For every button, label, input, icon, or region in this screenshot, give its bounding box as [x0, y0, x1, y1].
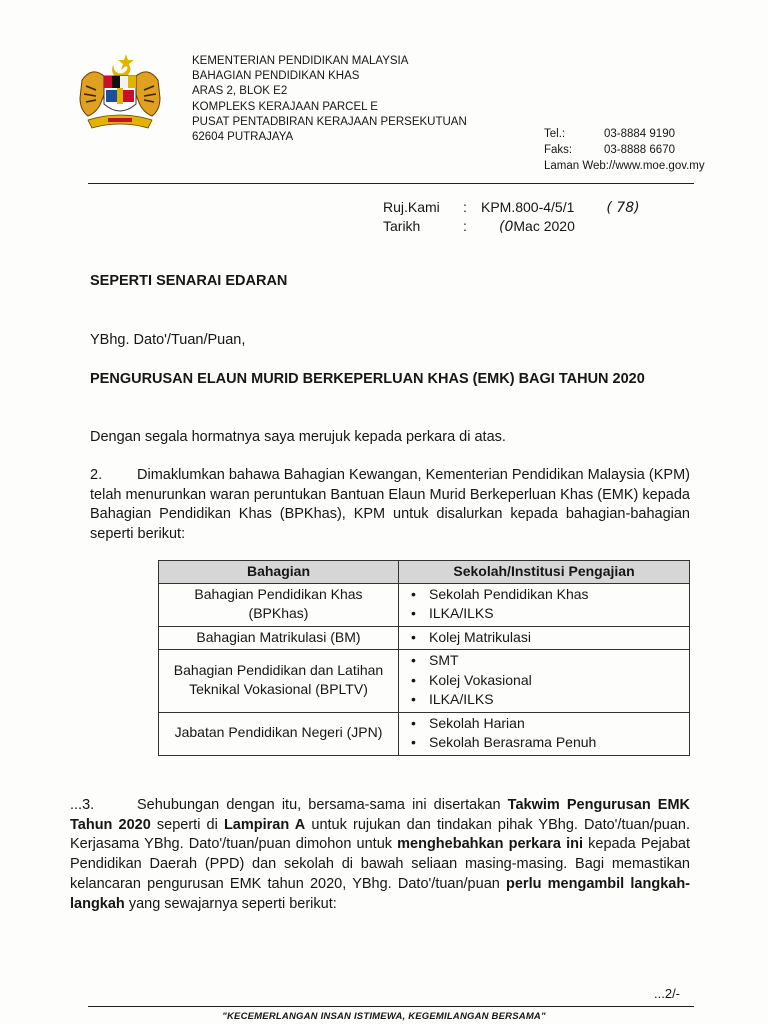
address-line: ARAS 2, BLOK E2 [192, 85, 288, 98]
table-row [159, 712, 690, 755]
contact-label: Tel.: [544, 128, 566, 140]
table-row [159, 583, 690, 626]
list-item: • Sekolah Berasrama Penuh [409, 733, 681, 753]
handwritten-ref-number: ( 78) [606, 200, 640, 216]
handwritten-date-day: (0 [499, 219, 514, 235]
paragraph-text: kepada Pejabat Pendidikan Daerah (PPD) dan sekolah di bawah seliaan masing-masing. Bagi memastikan kelancaran pengurusan EMK tahun 2020, YBhg. Dato'/tuan/puan [70, 836, 691, 892]
emphasis-text: Takwim Pengurusan EMK Tahun 2020 [70, 797, 690, 833]
recipient-line: SEPERTI SENARAI EDARAN [90, 273, 288, 289]
table-header: Sekolah/Institusi Pengajian [399, 561, 690, 584]
intro-paragraph: Dengan segala hormatnya saya merujuk kepada perkara di atas. [90, 429, 506, 445]
list-item: • Kolej Vokasional [409, 671, 681, 691]
table-cell-institutions [399, 650, 690, 713]
allocation-table [158, 560, 690, 756]
list-item: • Sekolah Harian [409, 714, 681, 734]
paragraph-text: seperti di [150, 816, 224, 833]
list-item: • ILKA/ILKS [409, 690, 681, 710]
contact-value: 03-8884 9190 [604, 128, 675, 140]
address-line: PUSAT PENTADBIRAN KERAJAAN PERSEKUTUAN [192, 115, 467, 128]
address-line: 62604 PUTRAJAYA [192, 131, 294, 144]
contact-value: 03-8888 6670 [604, 144, 675, 156]
colon: : [463, 199, 467, 215]
table-cell-bahagian: Bahagian Pendidikan dan Latihan Teknikal Vokasional (BPLTV) [159, 650, 399, 713]
table-row [159, 650, 690, 713]
reference-row [383, 198, 640, 217]
paragraph-text: Sehubungan dengan itu, bersama-sama ini disertakan [137, 797, 508, 813]
contact-website: Laman Web://www.moe.gov.my [544, 160, 705, 172]
emphasis-text: Lampiran A [223, 816, 306, 833]
footer-divider [88, 1006, 694, 1007]
contact-fax [544, 142, 705, 158]
date-row [383, 217, 640, 236]
contact-label: Faks: [544, 144, 573, 156]
address-line: KOMPLEKS KERAJAAN PARCEL E [192, 100, 378, 113]
list-item: • Kolej Matrikulasi [409, 628, 681, 648]
tarikh-label: Tarikh [383, 218, 421, 234]
table-cell-bahagian: Jabatan Pendidikan Negeri (JPN) [159, 712, 399, 755]
salutation: YBhg. Dato'/Tuan/Puan, [90, 332, 246, 348]
table-cell-institutions [399, 583, 690, 626]
table-cell-bahagian: Bahagian Matrikulasi (BM) [159, 626, 399, 650]
paragraph-number: 2. [90, 467, 103, 483]
letterhead-address [192, 54, 467, 145]
footer-slogan: "KECEMERLANGAN INSAN ISTIMEWA, KEGEMILANGAN BERSAMA" [222, 1011, 546, 1022]
paragraph-3 [70, 796, 690, 914]
address-line: BAHAGIAN PENDIDIKAN KHAS [192, 70, 360, 83]
colon: : [463, 218, 467, 234]
table-header: Bahagian [159, 561, 399, 584]
address-line: KEMENTERIAN PENDIDIKAN MALAYSIA [192, 55, 409, 67]
reference-block [383, 198, 640, 236]
emphasis-text: perlu mengambil langkah-langkah [70, 875, 691, 912]
paragraph-text: Dimaklumkan bahawa Bahagian Kewangan, Kementerian Pendidikan Malaysia (KPM) telah menurunkan waran peruntukan Bantuan Elaun Murid Berkeperluan Khas (EMK) kepada Bahagian Pendidikan Khas (BPKhas), KPM untuk disalurkan kepada bahagian-bahagian seperti berikut: [90, 467, 690, 543]
table-row [159, 626, 690, 650]
list-item: • ILKA/ILKS [409, 604, 681, 624]
paragraph-text: yang sewajarnya seperti berikut: [124, 895, 337, 912]
list-item: • Sekolah Pendidikan Khas [409, 585, 681, 605]
table-header-row [159, 561, 690, 584]
table-cell-institutions [399, 626, 690, 650]
table-cell-institutions [399, 712, 690, 755]
letterhead-divider [88, 183, 694, 184]
emphasis-text: menghebahkan perkara ini [397, 836, 584, 853]
tarikh-value: Mac 2020 [513, 218, 575, 234]
subject-heading: PENGURUSAN ELAUN MURID BERKEPERLUAN KHAS (EMK) BAGI TAHUN 2020 [90, 371, 645, 387]
paragraph-number: ...3. [70, 797, 95, 813]
ruj-label: Ruj.Kami [383, 199, 440, 215]
letterhead-contact [544, 126, 705, 174]
list-item: • SMT [409, 651, 681, 671]
paragraph-2 [90, 466, 690, 545]
page-continuation-marker: ...2/- [654, 986, 681, 1001]
ruj-value: KPM.800-4/5/1 [481, 199, 575, 215]
malaysia-coat-of-arms-logo [74, 50, 166, 132]
table-cell-bahagian: Bahagian Pendidikan Khas (BPKhas) [159, 583, 399, 626]
paragraph-text: untuk rujukan dan tindakan pihak YBhg. Dato'/tuan/puan. Kerjasama YBhg. Dato'/tuan/puan dimohon untuk [70, 816, 690, 853]
contact-phone [544, 126, 705, 142]
